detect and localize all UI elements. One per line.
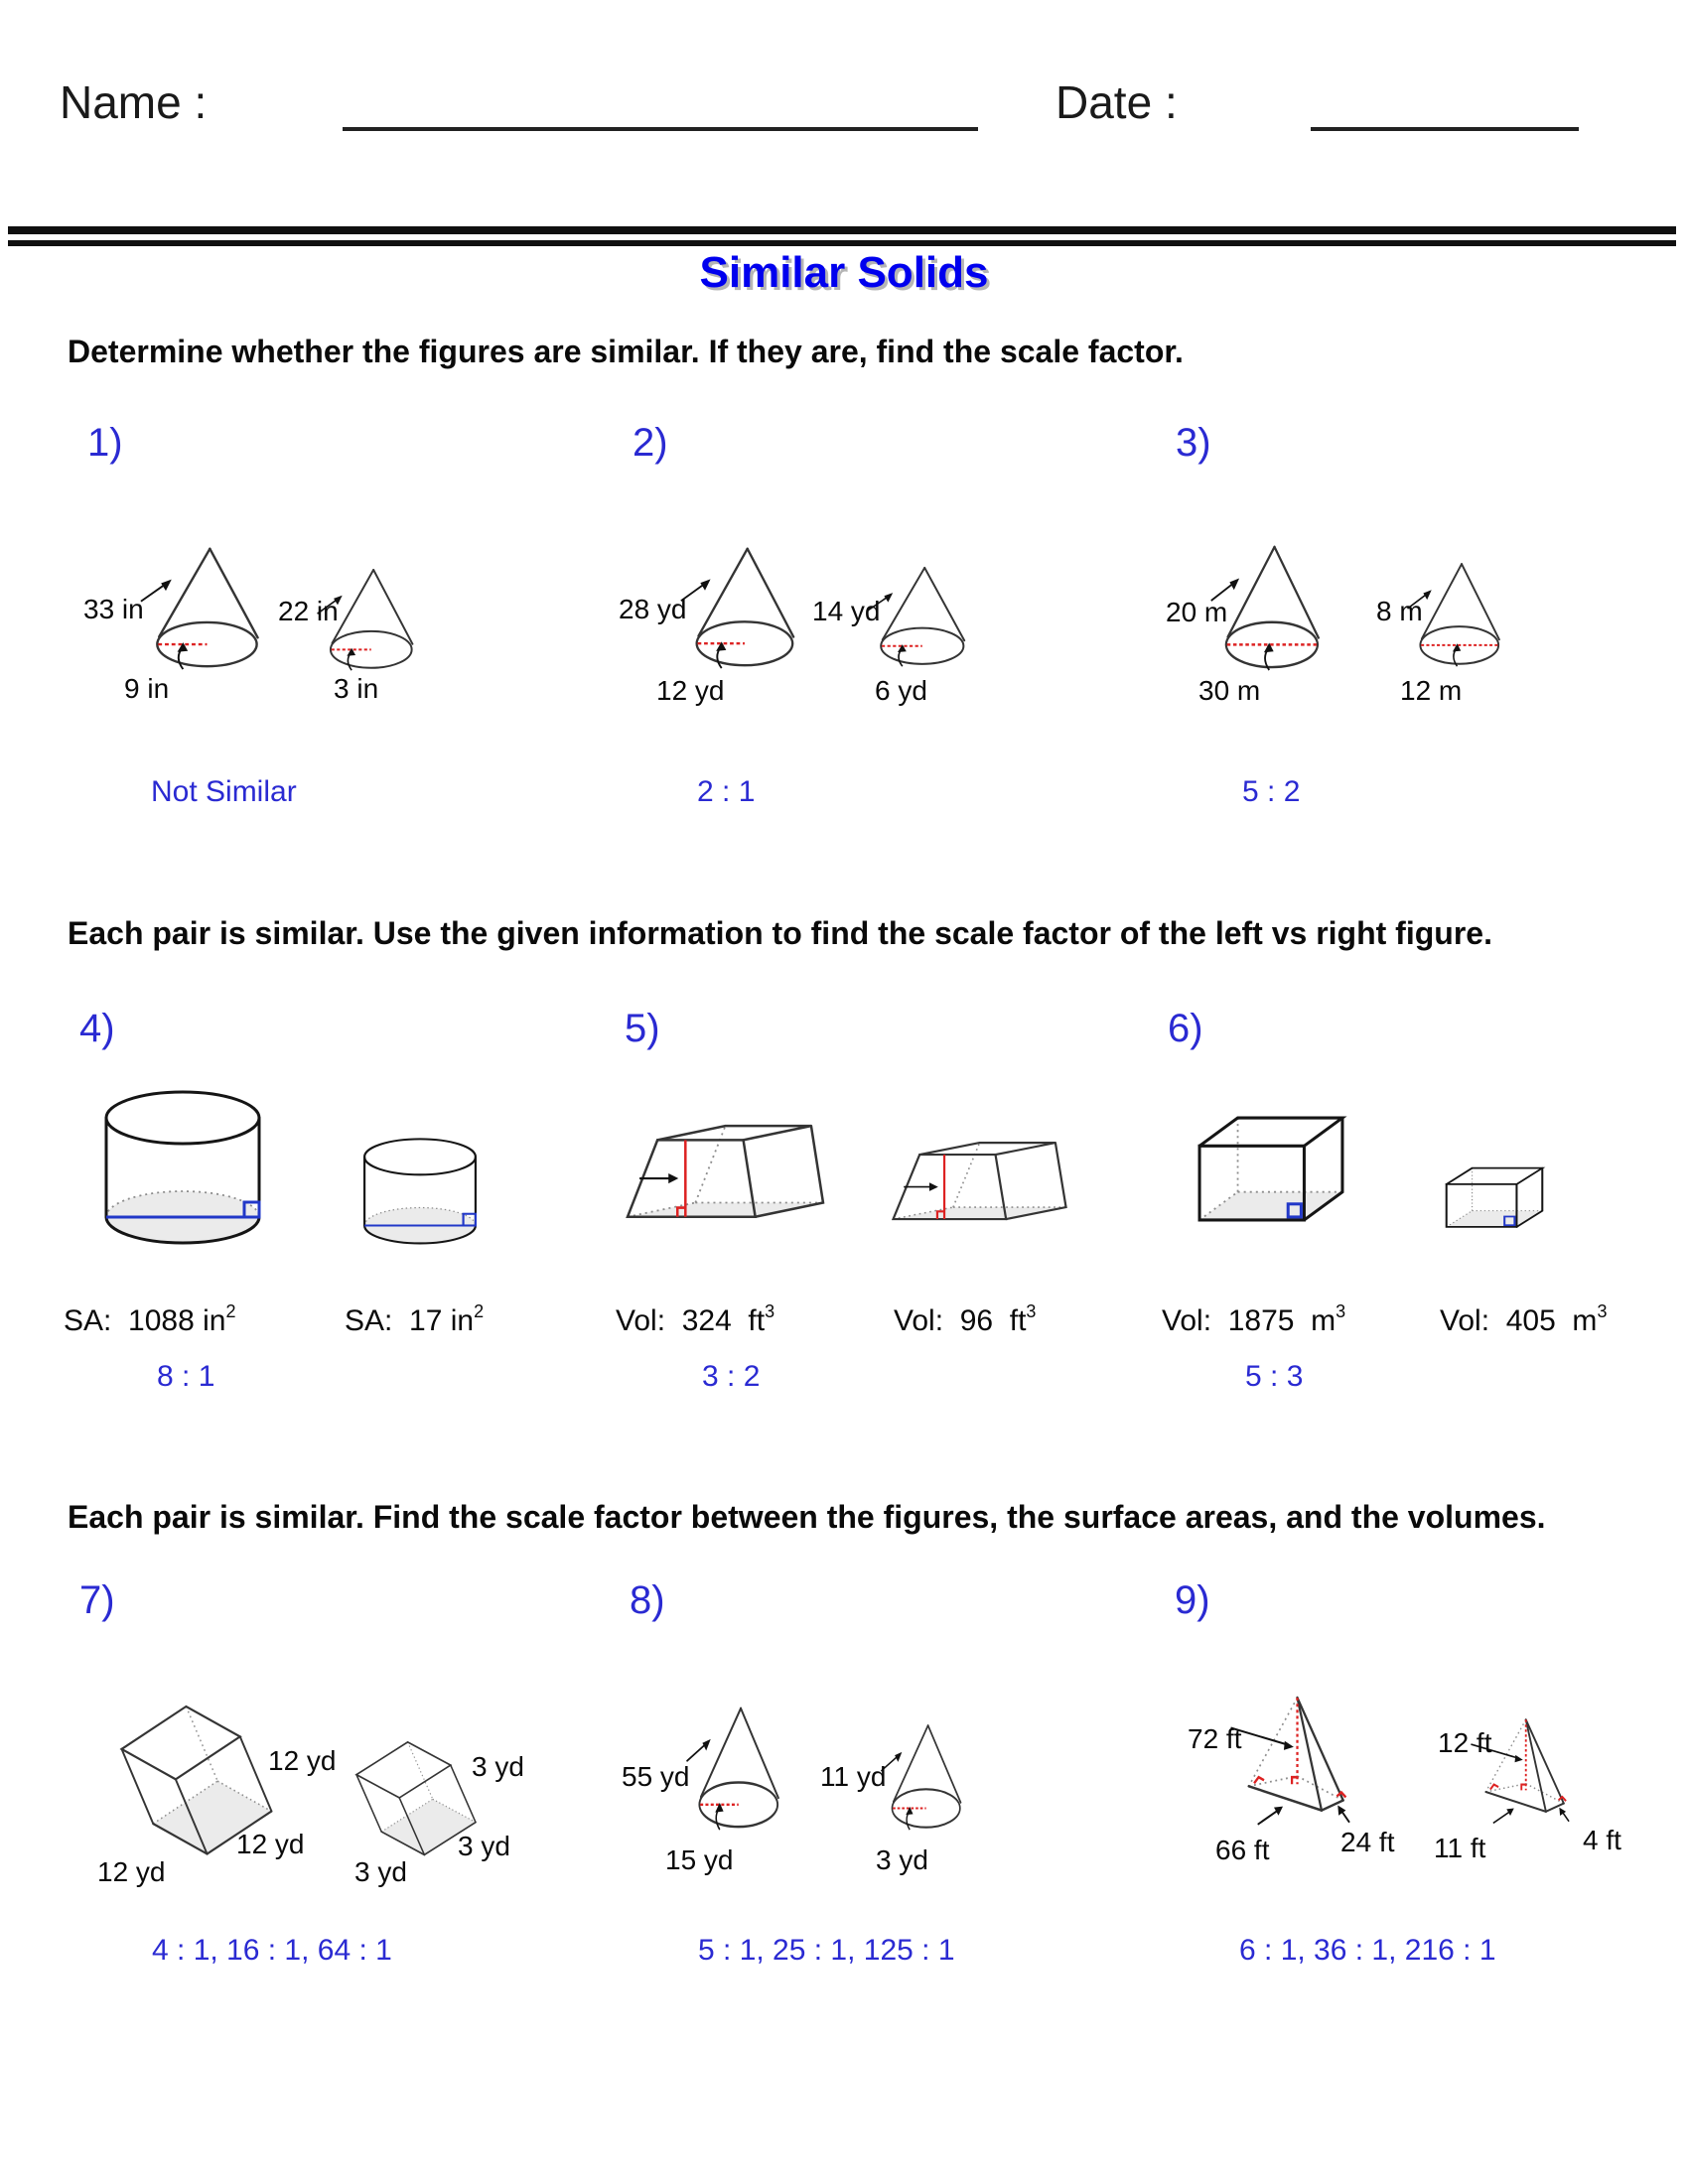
problem-1-right-radius-label: 3 in bbox=[334, 673, 379, 704]
rectangular-prism-figure bbox=[1196, 1110, 1346, 1227]
problem-5-left-vol-label bbox=[616, 1301, 775, 1338]
problem-1-left-radius-label: 9 in bbox=[124, 673, 170, 704]
cone-figure bbox=[880, 1721, 971, 1831]
problem-9-answer: 6 : 1, 36 : 1, 216 : 1 bbox=[1239, 1934, 1496, 1967]
rectangular-prism-figure bbox=[1444, 1163, 1545, 1231]
sa-exponent: 2 bbox=[225, 1301, 236, 1321]
cone-figure bbox=[679, 544, 808, 669]
problem-2-answer: 2 : 1 bbox=[697, 775, 756, 808]
cone-figure bbox=[866, 564, 977, 667]
problem-3-right-diameter-label: 12 m bbox=[1400, 675, 1463, 706]
page-title: Similar Solids bbox=[699, 248, 989, 297]
problem-7-number: 7) bbox=[79, 1578, 115, 1622]
problem-7-left-edge-bottom-label: 12 yd bbox=[97, 1856, 166, 1887]
sa-exponent: 2 bbox=[474, 1301, 485, 1321]
problem-1-right-slant-label: 22 in bbox=[278, 596, 339, 626]
cone-figure bbox=[1209, 542, 1333, 671]
section1-instruction: Determine whether the figures are similar. If they are, find the scale factor. bbox=[68, 334, 1184, 369]
problem-7-left-edge-right-label: 12 yd bbox=[268, 1745, 337, 1776]
date-blank-line bbox=[1311, 127, 1579, 131]
problem-2-right-slant-label: 14 yd bbox=[812, 596, 881, 626]
problem-7-right-edge-front-label: 3 yd bbox=[458, 1831, 510, 1861]
problem-3-left-diameter-label: 30 m bbox=[1198, 675, 1261, 706]
problem-1-number: 1) bbox=[87, 421, 123, 465]
problem-2-right-radius-label: 6 yd bbox=[875, 675, 927, 706]
trapezoidal-prism-figure bbox=[890, 1138, 1070, 1231]
problem-3-left-slant-label: 20 m bbox=[1166, 597, 1228, 627]
problem-7-left-edge-front-label: 12 yd bbox=[236, 1829, 305, 1859]
problem-4-right-sa-label bbox=[345, 1301, 485, 1338]
problem-2-number: 2) bbox=[633, 421, 668, 465]
problem-5-number: 5) bbox=[625, 1007, 660, 1050]
problem-6-right-vol-label bbox=[1440, 1301, 1608, 1338]
problem-5-answer: 3 : 2 bbox=[702, 1360, 761, 1393]
problem-4-number: 4) bbox=[79, 1007, 115, 1050]
problem-5-right-vol-label bbox=[894, 1301, 1037, 1338]
problem-2-left-radius-label: 12 yd bbox=[656, 675, 725, 706]
problem-6-number: 6) bbox=[1168, 1007, 1203, 1050]
sa-value: SA: 1088 in bbox=[64, 1304, 226, 1337]
problem-8-right-slant-label: 11 yd bbox=[820, 1761, 887, 1792]
cylinder-figure bbox=[99, 1090, 266, 1251]
vol-value: Vol: 324 ft bbox=[616, 1304, 766, 1337]
problem-4-left-sa-label bbox=[64, 1301, 236, 1338]
problem-8-right-radius-label: 3 yd bbox=[876, 1844, 928, 1875]
problem-8-left-radius-label: 15 yd bbox=[665, 1844, 734, 1875]
problem-8-answer: 5 : 1, 25 : 1, 125 : 1 bbox=[698, 1934, 955, 1967]
vol-exponent: 3 bbox=[1026, 1301, 1037, 1321]
vol-value: Vol: 405 m bbox=[1440, 1304, 1598, 1337]
problem-7-right-edge-right-label: 3 yd bbox=[472, 1751, 524, 1782]
name-blank-line bbox=[343, 127, 978, 131]
problem-9-right-depth-label: 4 ft bbox=[1583, 1825, 1621, 1855]
problem-7-answer: 4 : 1, 16 : 1, 64 : 1 bbox=[152, 1934, 392, 1967]
problem-2-left-slant-label: 28 yd bbox=[619, 594, 687, 624]
problem-3-right-slant-label: 8 m bbox=[1376, 596, 1423, 626]
section3-instruction: Each pair is similar. Find the scale factor between the figures, the surface areas, and the volumes. bbox=[68, 1499, 1546, 1535]
problem-9-left-height-label: 72 ft bbox=[1188, 1723, 1242, 1754]
trapezoidal-prism-figure bbox=[624, 1120, 828, 1231]
name-label: Name : bbox=[60, 76, 208, 128]
problem-8-number: 8) bbox=[630, 1578, 665, 1622]
vol-value: Vol: 1875 m bbox=[1162, 1304, 1336, 1337]
problem-6-left-vol-label bbox=[1162, 1301, 1346, 1338]
sa-value: SA: 17 in bbox=[345, 1304, 475, 1337]
cylinder-figure bbox=[359, 1138, 481, 1249]
problem-9-left-base-label: 66 ft bbox=[1215, 1835, 1270, 1865]
problem-1-answer: Not Similar bbox=[151, 775, 297, 808]
problem-7-right-edge-bottom-label: 3 yd bbox=[354, 1856, 407, 1887]
date-label: Date : bbox=[1055, 76, 1178, 128]
vol-exponent: 3 bbox=[1336, 1301, 1346, 1321]
vol-value: Vol: 96 ft bbox=[894, 1304, 1027, 1337]
problem-1-left-slant-label: 33 in bbox=[83, 594, 144, 624]
cone-figure bbox=[139, 544, 273, 670]
vol-exponent: 3 bbox=[765, 1301, 775, 1321]
problem-9-right-height-label: 12 ft bbox=[1438, 1727, 1492, 1758]
problem-9-left-depth-label: 24 ft bbox=[1340, 1827, 1395, 1857]
problem-8-left-slant-label: 55 yd bbox=[622, 1761, 690, 1792]
problem-9-right-base-label: 11 ft bbox=[1434, 1833, 1486, 1863]
pyramid-figure bbox=[1207, 1688, 1378, 1839]
vol-exponent: 3 bbox=[1597, 1301, 1608, 1321]
section2-instruction: Each pair is similar. Use the given information to find the scale factor of the left vs right figure. bbox=[68, 915, 1492, 951]
problem-6-answer: 5 : 3 bbox=[1245, 1360, 1304, 1393]
problem-4-answer: 8 : 1 bbox=[157, 1360, 215, 1393]
problem-3-answer: 5 : 2 bbox=[1242, 775, 1301, 808]
problem-3-number: 3) bbox=[1176, 421, 1211, 465]
cone-figure bbox=[685, 1704, 790, 1831]
double-rule bbox=[8, 226, 1676, 246]
problem-9-number: 9) bbox=[1175, 1578, 1210, 1622]
